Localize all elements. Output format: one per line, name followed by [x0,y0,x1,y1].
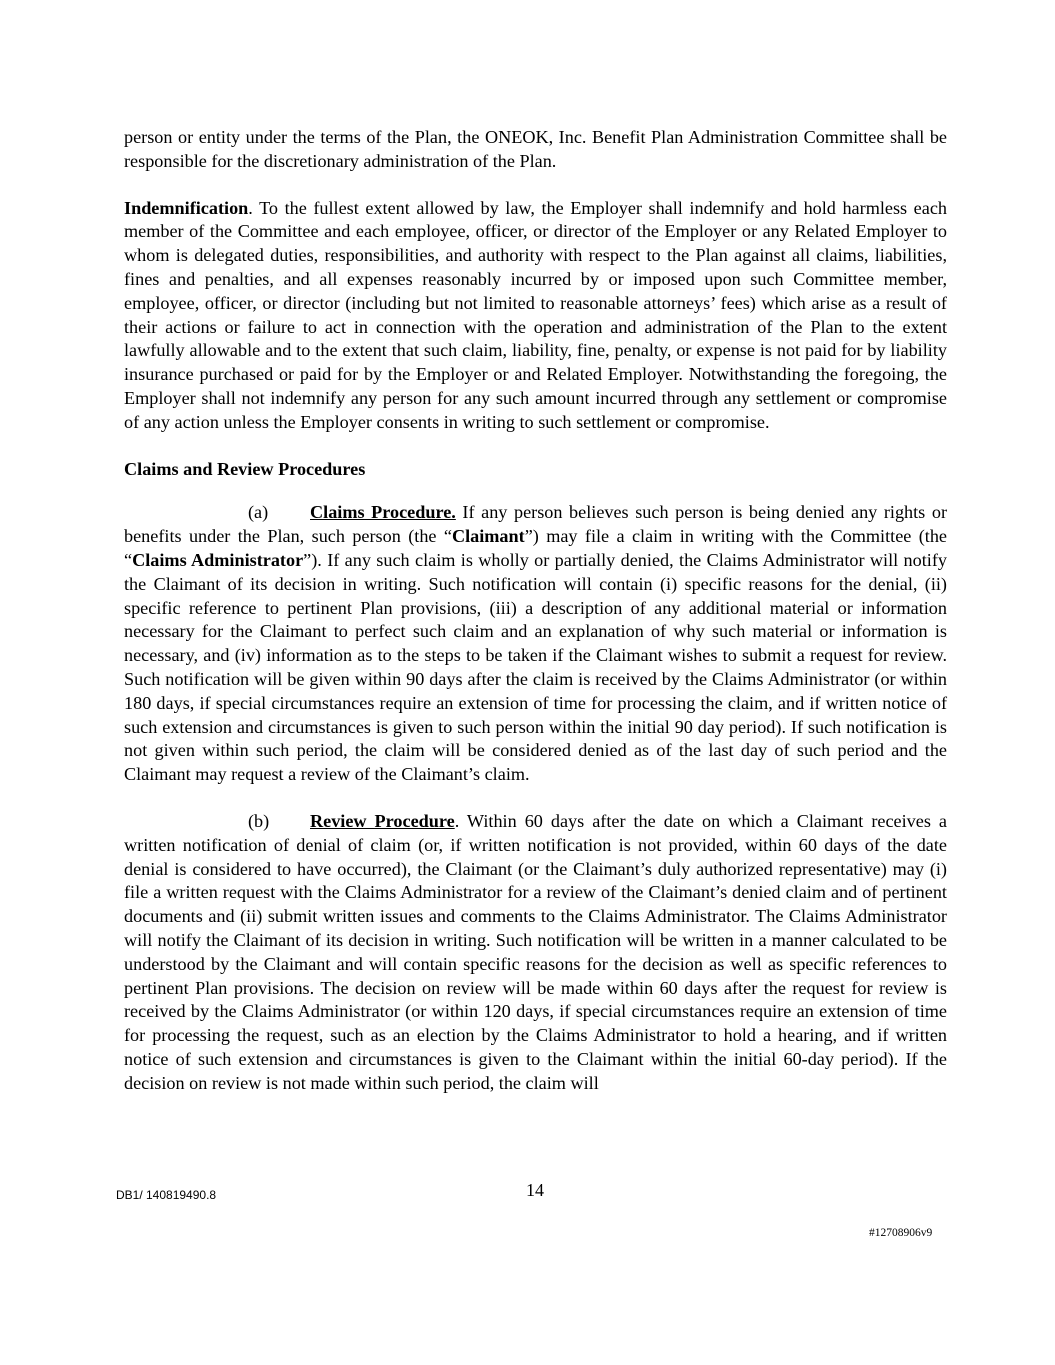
indemnification-paragraph [124,197,947,435]
footer-doc-id: DB1/ 140819490.8 [116,1188,217,1202]
review-procedure-title: Review Procedure [310,810,455,831]
continuation-paragraph [124,126,947,174]
claimant-term: Claimant [451,526,525,547]
review-procedure-text: . Within 60 days after the date on which a Claimant receives a written notification of denial of claim (or, if written notification is not provided, within 60 days of the date denial is considered to have occurred), the Claimant (or the Claimant’s duly authorized representative) may (i) file a written request with the Claims Administrator for a review of the Claimant’s denied claim and of pertinent documents and (ii) submit written issues and comments to the Claims Administrator. The Claims Administrator will notify the Claimant of its decision in writing. Such notification will be written in a manner calculated to be understood by the Claimant and will contain specific reasons for the decision as well as specific references to pertinent Plan provisions. The decision on review will be made within 60 days after the request for review is received by the Claims Administrator (or within 120 days, if special circumstances require an extension of time for processing the request, such as an election by the Claims Administrator to hold a hearing, and if written notice of such extension and circumstances is given to the Claimant within the initial 60-day period). If the decision on review is not made within such period, the claim will [124,810,947,1093]
claims-procedure-title: Claims Procedure. [310,502,456,523]
document-body [124,126,947,1118]
item-a-label: (a) [248,502,269,523]
footer-page-number: 14 [526,1180,544,1200]
claims-procedure-text-2: ”) may file a claim in writing with the Committee (the “ [124,526,947,570]
claims-procedure-text-1: If any person believes such person is being denied any rights or benefits under the Plan, such person (the “ [124,502,947,547]
claims-administrator-term: Claims Administrator [132,549,304,570]
claims-procedure-text-3: ”). If any such claim is wholly or partially denied, the Claims Administrator will notify the Claimant of its decision in writing. Such notification will contain (i) specific reasons for the denial, (ii) specific reference to pertinent Plan provisions, (iii) a description of any additional material or information necessary for the Claimant to perfect such claim and an explanation of why such material or information is necessary, and (iv) information as to the steps to be taken if the Claimant wishes to submit a request for review. Such notification will be given within 90 days after the claim is received by the Claims Administrator (or within 180 days, if special circumstances require an extension of time for processing the claim, and if written notice of such extension and circumstances is given to such person within the initial 90 day period). If such notification is not given within such period, the claim will be considered denied as of the last day of such period and the Claimant may request a review of the Claimant’s claim. [124,549,948,785]
claims-heading: Claims and Review Procedures [124,458,366,479]
indemnification-text: . To the fullest extent allowed by law, the Employer shall indemnify and hold harmless each member of the Committee and each employee, officer, or director of the Employer or any Related Employer to whom is delegated duties, responsibilities, and authority with respect to the Plan against all claims, liabilities, fines and penalties, and all expenses reasonably incurred by or imposed upon such Committee member, employee, officer, or director (including but not limited to reasonable attorneys’ fees) which arise as a result of their actions or failure to act in connection with the operation and administration of the Plan to the extent lawfully allowable and to the extent that such claim, liability, fine, penalty, or expense is not paid for by liability insurance purchased or paid for by the Employer or and Related Employer. Notwithstanding the foregoing, the Employer shall not indemnify any person for any such amount incurred through any settlement or compromise of any action unless the Employer consents in writing to such settlement or compromise. [124,197,947,432]
review-procedure-paragraph [124,810,947,1096]
footer-version: #12708906v9 [869,1227,933,1239]
continuation-text: person or entity under the terms of the Plan, the ONEOK, Inc. Benefit Plan Administration Committee shall be responsible for the discretionary administration of the Plan. [124,127,947,171]
item-b-label: (b) [248,810,270,831]
indemnification-title: Indemnification [124,197,249,218]
claims-procedure-paragraph [124,501,947,787]
